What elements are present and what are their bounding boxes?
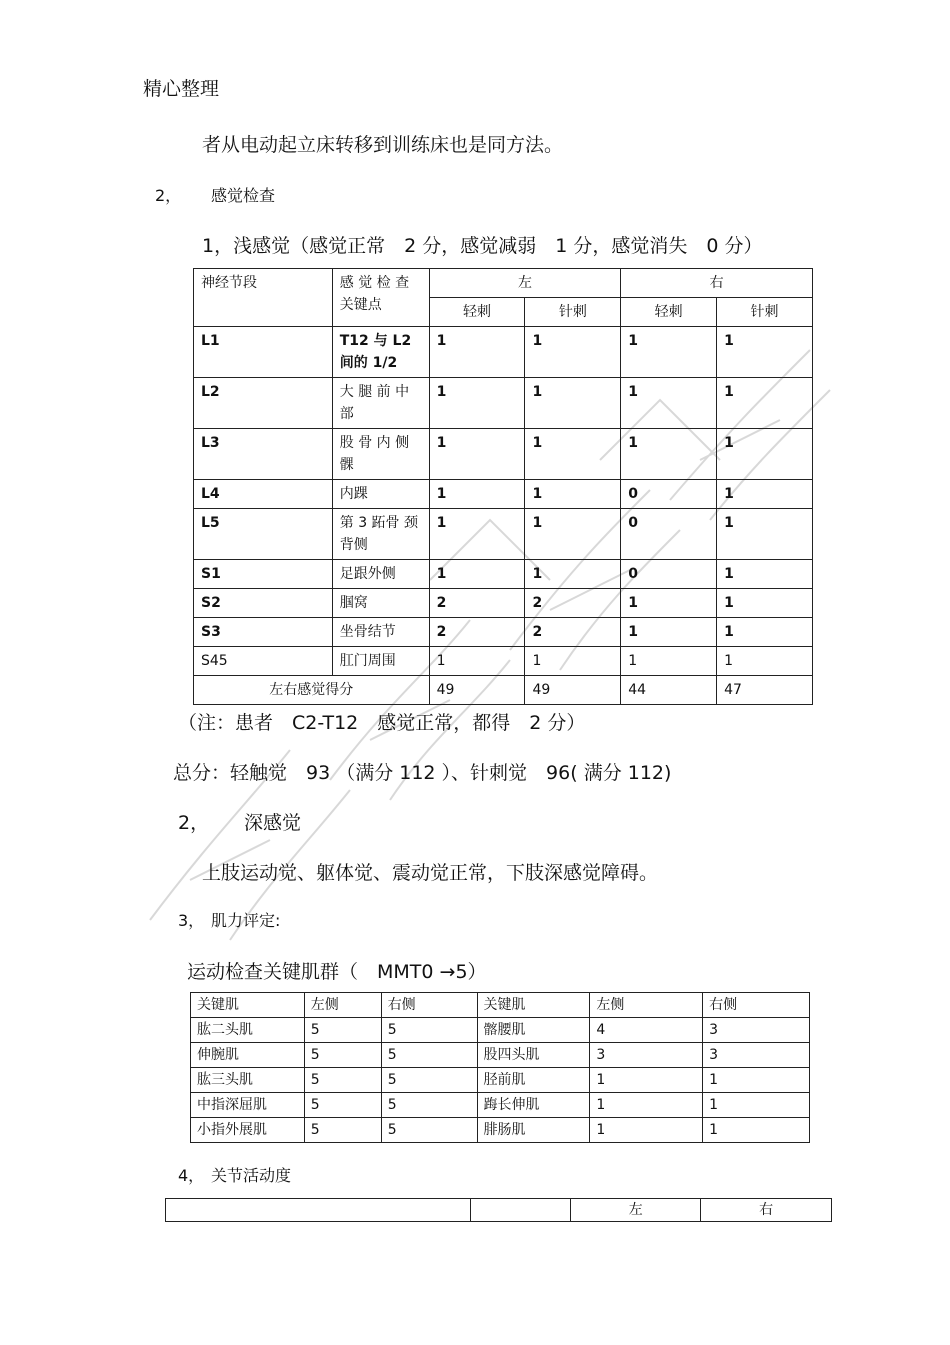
muscle-cell: 中指深屈肌 — [191, 1093, 305, 1118]
value-cell: 1 — [429, 480, 525, 509]
table-row — [194, 327, 813, 378]
muscle-strength-table — [190, 992, 810, 1143]
section4-number: 4， — [178, 1166, 205, 1185]
value-cell: 0 — [621, 509, 717, 560]
value-cell: 1 — [429, 378, 525, 429]
value-cell: 1 — [717, 618, 813, 647]
value-cell: 1 — [590, 1118, 703, 1143]
value-cell: 1 — [429, 429, 525, 480]
keypoint-cell: 股 骨 内 侧 髁 — [332, 429, 429, 480]
value-cell: 1 — [621, 327, 717, 378]
value-cell: 1 — [717, 647, 813, 676]
value-cell: 5 — [381, 1093, 477, 1118]
muscle-cell: 小指外展肌 — [191, 1118, 305, 1143]
value-cell: 5 — [304, 1018, 381, 1043]
value-cell: 1 — [703, 1118, 810, 1143]
muscle-cell: 腓肠肌 — [477, 1118, 590, 1143]
value-cell: 2 — [429, 589, 525, 618]
value-cell: 1 — [429, 327, 525, 378]
rom-header-blank — [166, 1199, 471, 1222]
shallow-sensation-title: 1，浅感觉（感觉正常 2 分，感觉减弱 1 分，感觉消失 0 分） — [202, 235, 763, 257]
keypoint-cell: 坐骨结节 — [332, 618, 429, 647]
value-cell: 5 — [304, 1068, 381, 1093]
segment-cell: L2 — [194, 378, 333, 429]
value-cell: 1 — [525, 429, 621, 480]
value-cell: 1 — [429, 509, 525, 560]
muscle-cell: 股四头肌 — [477, 1043, 590, 1068]
value-cell: 1 — [525, 378, 621, 429]
score-row — [194, 676, 813, 705]
muscle-cell: 肱三头肌 — [191, 1068, 305, 1093]
rom-header-blank — [470, 1199, 571, 1222]
table-row — [194, 618, 813, 647]
value-cell: 2 — [429, 618, 525, 647]
value-cell: 1 — [621, 618, 717, 647]
table-row — [194, 429, 813, 480]
keypoint-cell: 腘窝 — [332, 589, 429, 618]
value-cell: 1 — [525, 327, 621, 378]
value-cell: 1 — [717, 327, 813, 378]
value-cell: 1 — [525, 480, 621, 509]
value-cell: 2 — [525, 618, 621, 647]
segment-cell: S3 — [194, 618, 333, 647]
deep-sensation-text: 上肢运动觉、躯体觉、震动觉正常，下肢深感觉障碍。 — [202, 862, 659, 884]
section3-number: 3， — [178, 911, 205, 930]
header-right: 右 — [621, 269, 813, 298]
value-cell: 1 — [429, 647, 525, 676]
table-row — [194, 647, 813, 676]
header-left-light: 轻刺 — [429, 298, 525, 327]
keypoint-cell: 第 3 跖骨 颈背侧 — [332, 509, 429, 560]
value-cell: 1 — [621, 429, 717, 480]
segment-cell: L4 — [194, 480, 333, 509]
range-of-motion-table — [165, 1198, 832, 1222]
muscle-cell: 髂腰肌 — [477, 1018, 590, 1043]
header-right-side: 右侧 — [703, 993, 810, 1018]
sensation-table — [193, 268, 813, 705]
note-line: （注：患者 C2-T12 感觉正常，都得 2 分） — [178, 712, 586, 734]
value-cell: 1 — [717, 378, 813, 429]
value-cell: 3 — [703, 1043, 810, 1068]
value-cell: 3 — [703, 1018, 810, 1043]
table-row — [194, 480, 813, 509]
keypoint-cell: 大 腿 前 中 部 — [332, 378, 429, 429]
value-cell: 1 — [525, 647, 621, 676]
segment-cell: L5 — [194, 509, 333, 560]
header-key-muscle: 关键肌 — [477, 993, 590, 1018]
score-cell: 47 — [717, 676, 813, 705]
header-key-muscle: 关键肌 — [191, 993, 305, 1018]
value-cell: 5 — [304, 1118, 381, 1143]
value-cell: 5 — [381, 1118, 477, 1143]
section4-title: 关节活动度 — [211, 1166, 292, 1185]
table-row — [194, 589, 813, 618]
table-row — [191, 1043, 810, 1068]
value-cell: 1 — [717, 480, 813, 509]
value-cell: 1 — [717, 589, 813, 618]
section3-title: 肌力评定: — [211, 911, 281, 930]
score-label: 左右感觉得分 — [194, 676, 430, 705]
value-cell: 2 — [525, 589, 621, 618]
value-cell: 1 — [525, 560, 621, 589]
keypoint-cell: 肛门周围 — [332, 647, 429, 676]
page-header: 精心整理 — [143, 78, 220, 100]
deep-sensation-number: 2， — [178, 812, 210, 834]
keypoint-cell: 足跟外侧 — [332, 560, 429, 589]
keypoint-cell: T12 与 L2 间的 1/2 — [332, 327, 429, 378]
segment-cell: L3 — [194, 429, 333, 480]
header-left-side: 左侧 — [590, 993, 703, 1018]
section2-title: 感觉检查 — [211, 186, 276, 205]
value-cell: 1 — [717, 560, 813, 589]
muscle-cell: 伸腕肌 — [191, 1043, 305, 1068]
header-left-pin: 针刺 — [525, 298, 621, 327]
value-cell: 5 — [304, 1093, 381, 1118]
value-cell: 1 — [590, 1068, 703, 1093]
header-keypoint: 感 觉 检 查 关键点 — [332, 269, 429, 327]
value-cell: 0 — [621, 480, 717, 509]
table-header-row — [191, 993, 810, 1018]
value-cell: 1 — [717, 429, 813, 480]
value-cell: 1 — [621, 378, 717, 429]
total-score-line: 总分：轻触觉 93 （满分 112 ）、针刺觉 96( 满分 112) — [173, 762, 672, 784]
header-right-light: 轻刺 — [621, 298, 717, 327]
segment-cell: L1 — [194, 327, 333, 378]
value-cell: 1 — [590, 1093, 703, 1118]
table-row — [191, 1093, 810, 1118]
value-cell: 5 — [381, 1018, 477, 1043]
muscle-cell: 踇长伸肌 — [477, 1093, 590, 1118]
intro-line: 者从电动起立床转移到训练床也是同方法。 — [202, 134, 564, 156]
value-cell: 5 — [381, 1043, 477, 1068]
value-cell: 1 — [703, 1093, 810, 1118]
header-left-side: 左侧 — [304, 993, 381, 1018]
segment-cell: S1 — [194, 560, 333, 589]
value-cell: 5 — [381, 1068, 477, 1093]
value-cell: 1 — [429, 560, 525, 589]
keypoint-cell: 内踝 — [332, 480, 429, 509]
value-cell: 4 — [590, 1018, 703, 1043]
mmt-title: 运动检查关键肌群（ MMT0 →5） — [187, 961, 487, 983]
muscle-cell: 肱二头肌 — [191, 1018, 305, 1043]
value-cell: 1 — [621, 589, 717, 618]
score-cell: 49 — [429, 676, 525, 705]
value-cell: 3 — [590, 1043, 703, 1068]
section2-number: 2， — [155, 186, 182, 205]
table-header-row — [166, 1199, 832, 1222]
deep-sensation-title: 深感觉 — [244, 812, 302, 834]
muscle-cell: 胫前肌 — [477, 1068, 590, 1093]
table-row — [191, 1068, 810, 1093]
segment-cell: S45 — [194, 647, 333, 676]
value-cell: 1 — [525, 509, 621, 560]
header-right-pin: 针刺 — [717, 298, 813, 327]
header-left: 左 — [429, 269, 621, 298]
table-row — [194, 378, 813, 429]
rom-header-left: 左 — [571, 1199, 701, 1222]
table-row — [191, 1118, 810, 1143]
segment-cell: S2 — [194, 589, 333, 618]
score-cell: 44 — [621, 676, 717, 705]
value-cell: 1 — [717, 509, 813, 560]
value-cell: 0 — [621, 560, 717, 589]
score-cell: 49 — [525, 676, 621, 705]
rom-header-right: 右 — [701, 1199, 832, 1222]
table-row — [191, 1018, 810, 1043]
header-segment: 神经节段 — [194, 269, 333, 327]
value-cell: 1 — [703, 1068, 810, 1093]
value-cell: 1 — [621, 647, 717, 676]
value-cell: 5 — [304, 1043, 381, 1068]
table-row — [194, 560, 813, 589]
header-right-side: 右侧 — [381, 993, 477, 1018]
table-row — [194, 509, 813, 560]
